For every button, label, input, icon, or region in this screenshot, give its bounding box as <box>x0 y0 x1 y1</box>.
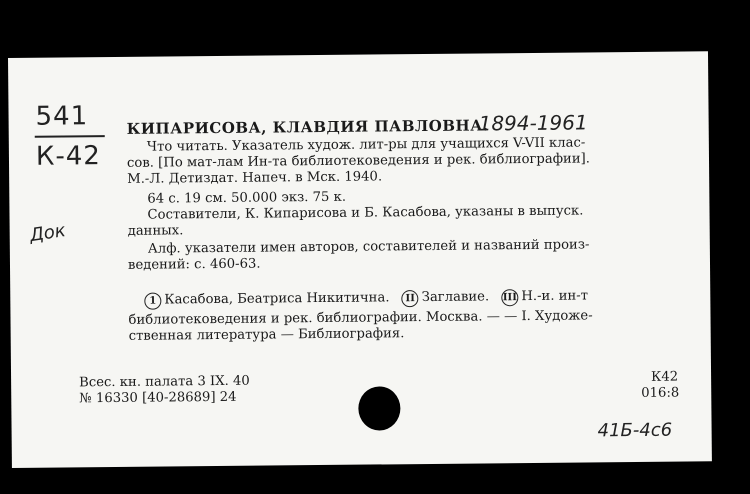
body-line-5: Составители, К. Кипарисова и Б. Касабова, указаны в выпуск. <box>147 203 584 223</box>
side-note: Док <box>28 220 67 247</box>
chamber-line: Всес. кн. палата 3 IX. 40 <box>79 373 250 391</box>
body-line-7: Алф. указатели имен авторов, составителей и названий произ- <box>147 237 590 257</box>
shelfmark-bottom: К-42 <box>35 141 102 172</box>
shelfmark-top: 541 <box>35 101 89 132</box>
body-line-3: М.-Л. Детиздат. Напеч. в Мск. 1940. <box>127 169 383 187</box>
body-line-1: Что читать. Указатель худож. лит-ры для учащихся V-VII клас- <box>146 135 586 155</box>
author-heading: КИПАРИСОВА, КЛАВДИЯ ПАВЛОВНА. <box>126 116 489 138</box>
body-line-8: ведений: с. 460-63. <box>127 256 261 273</box>
number-line: № 16330 [40-28689] 24 <box>79 389 237 407</box>
tracing-line-2: библиотековедения и рек. библиографии. Москва. — — I. Художе- <box>128 308 593 328</box>
tracing-marker-2: II <box>402 290 419 307</box>
tracing-entry-1: Касабова, Беатриса Никитична. <box>164 290 390 308</box>
tracing-entry-2: Заглавие. <box>421 289 490 306</box>
tracing-marker-3: III <box>501 289 518 306</box>
tracing-marker-1: 1 <box>144 293 161 310</box>
class-top: К42 <box>651 369 679 385</box>
body-line-4: 64 с. 19 см. 50.000 экз. 75 к. <box>147 189 347 207</box>
handwritten-bottom: 41Б-4с6 <box>597 419 673 442</box>
shelfmark-underline <box>35 135 105 138</box>
handwritten-years: 1894-1961 <box>478 110 588 136</box>
tracing-entry-3: Н.-и. ин-т <box>521 288 589 305</box>
class-bottom: 016:8 <box>641 385 680 401</box>
card-punch-hole <box>358 386 400 430</box>
tracing-line-1 <box>144 288 588 309</box>
body-line-2: сов. [По мат-лам Ин-та библиотековедения и рек. библиографии]. <box>126 151 591 171</box>
catalog-card <box>8 51 712 468</box>
body-line-6: данных. <box>127 223 184 239</box>
tracing-line-3: ственная литература — Библиография. <box>128 326 405 344</box>
